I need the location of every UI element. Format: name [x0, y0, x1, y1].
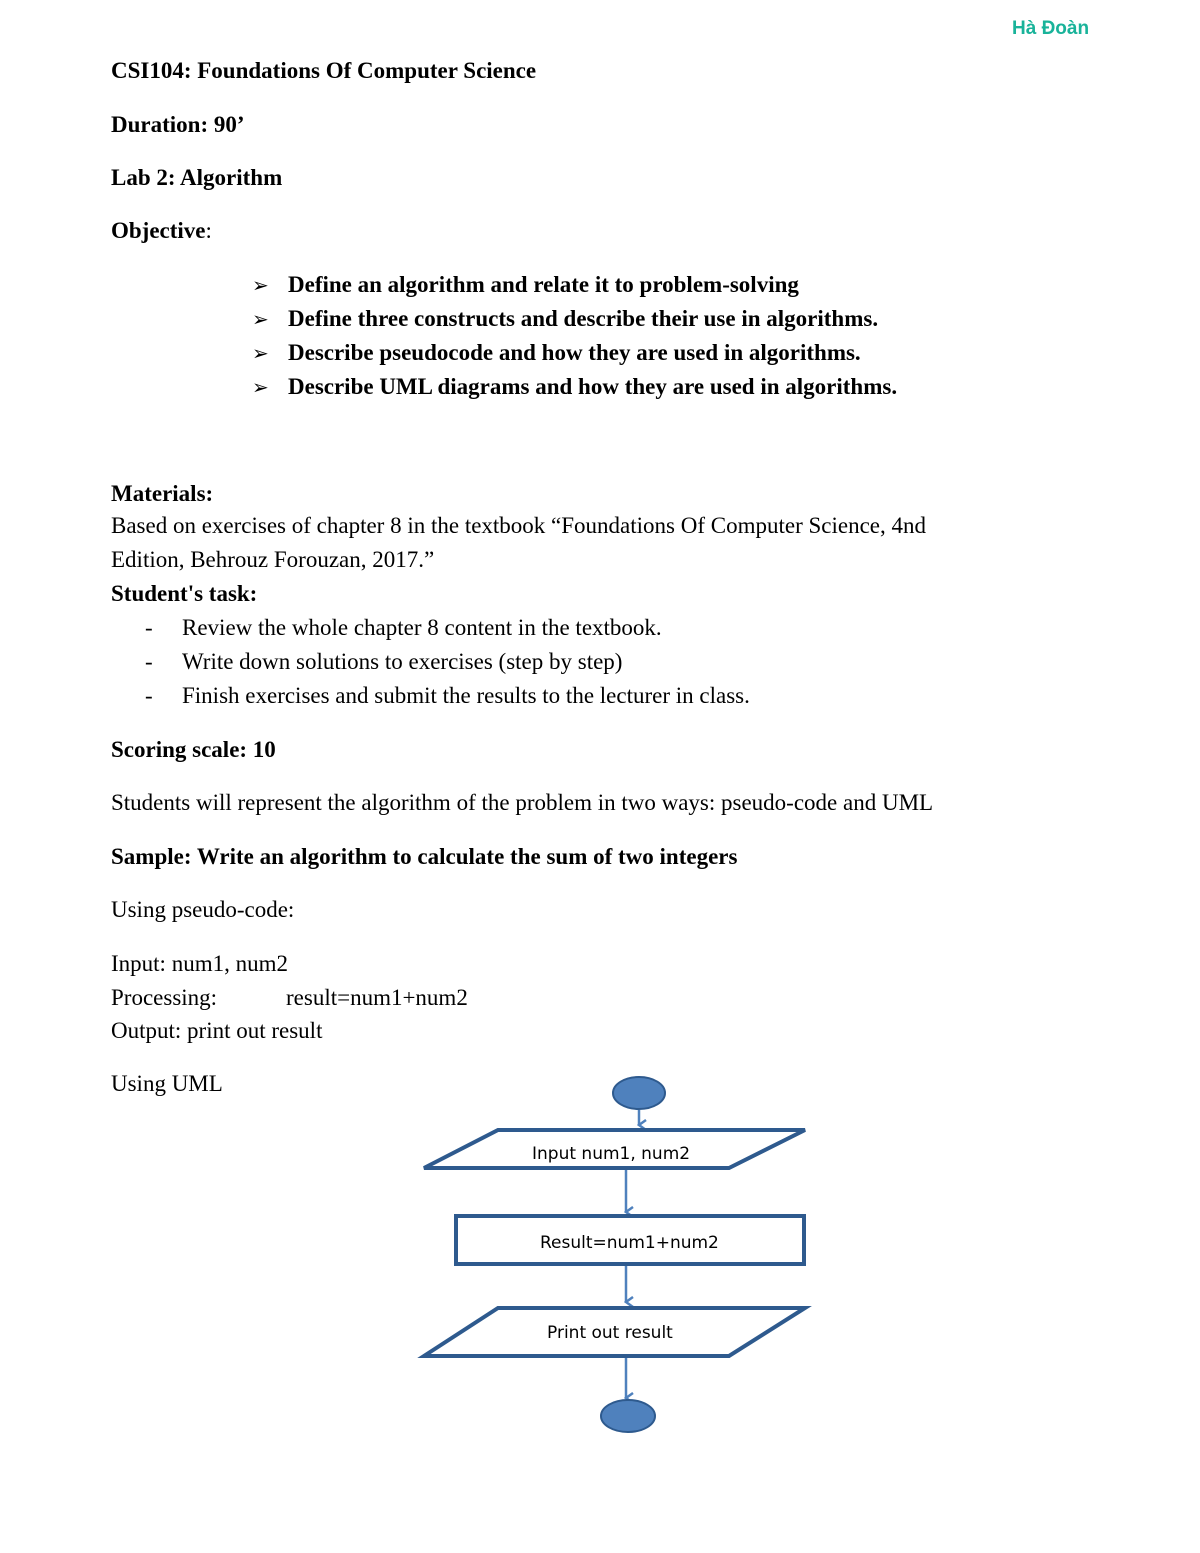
end-node [601, 1400, 655, 1432]
arrow-bullet-icon: ➢ [252, 375, 269, 399]
pseudo-code-label: Using pseudo-code: [111, 897, 295, 922]
objective-label: Objective [111, 218, 206, 243]
objective-text: Define three constructs and describe their use in algorithms. [288, 306, 879, 331]
objective-colon: : [205, 218, 212, 243]
input-box-label: Input num1, num2 [532, 1144, 691, 1164]
dash-bullet: - [145, 615, 153, 640]
process-box-label: Result=num1+num2 [540, 1233, 719, 1253]
duration: Duration: 90’ [111, 112, 245, 137]
tasks-heading: Student's task: [111, 581, 258, 606]
arrow-bullet-icon: ➢ [252, 341, 269, 365]
author-watermark: Hà Đoàn [1012, 18, 1090, 39]
start-node [613, 1077, 665, 1109]
pseudo-output: Output: print out result [111, 1018, 323, 1043]
pseudo-input: Input: num1, num2 [111, 951, 288, 976]
task-text: Review the whole chapter 8 content in the textbook. [182, 615, 662, 640]
arrow-bullet-icon: ➢ [252, 273, 269, 297]
arrow-bullet-icon: ➢ [252, 307, 269, 331]
task-text: Finish exercises and submit the results to the lecturer in class. [182, 683, 750, 708]
output-box-label: Print out result [547, 1323, 673, 1343]
lab-title: Lab 2: Algorithm [111, 165, 283, 190]
dash-bullet: - [145, 649, 153, 674]
materials-heading: Materials: [111, 481, 214, 506]
course-title: CSI104: Foundations Of Computer Science [111, 58, 537, 83]
processing-label: Processing: [111, 985, 218, 1010]
task-text: Write down solutions to exercises (step by step) [182, 649, 623, 674]
materials-line-1: Based on exercises of chapter 8 in the textbook “Foundations Of Computer Science, 4nd [111, 513, 927, 538]
scoring-scale: Scoring scale: 10 [111, 737, 276, 762]
sample-heading: Sample: Write an algorithm to calculate the sum of two integers [111, 844, 738, 869]
processing-value: result=num1+num2 [286, 985, 468, 1010]
uml-label: Using UML [111, 1071, 223, 1096]
objective-text: Define an algorithm and relate it to problem-solving [288, 272, 799, 297]
objective-text: Describe pseudocode and how they are used in algorithms. [288, 340, 861, 365]
materials-line-2: Edition, Behrouz Forouzan, 2017.” [111, 547, 435, 572]
dash-bullet: - [145, 683, 153, 708]
objective-text: Describe UML diagrams and how they are used in algorithms. [288, 374, 898, 399]
students-note: Students will represent the algorithm of the problem in two ways: pseudo-code and UML [111, 790, 934, 815]
